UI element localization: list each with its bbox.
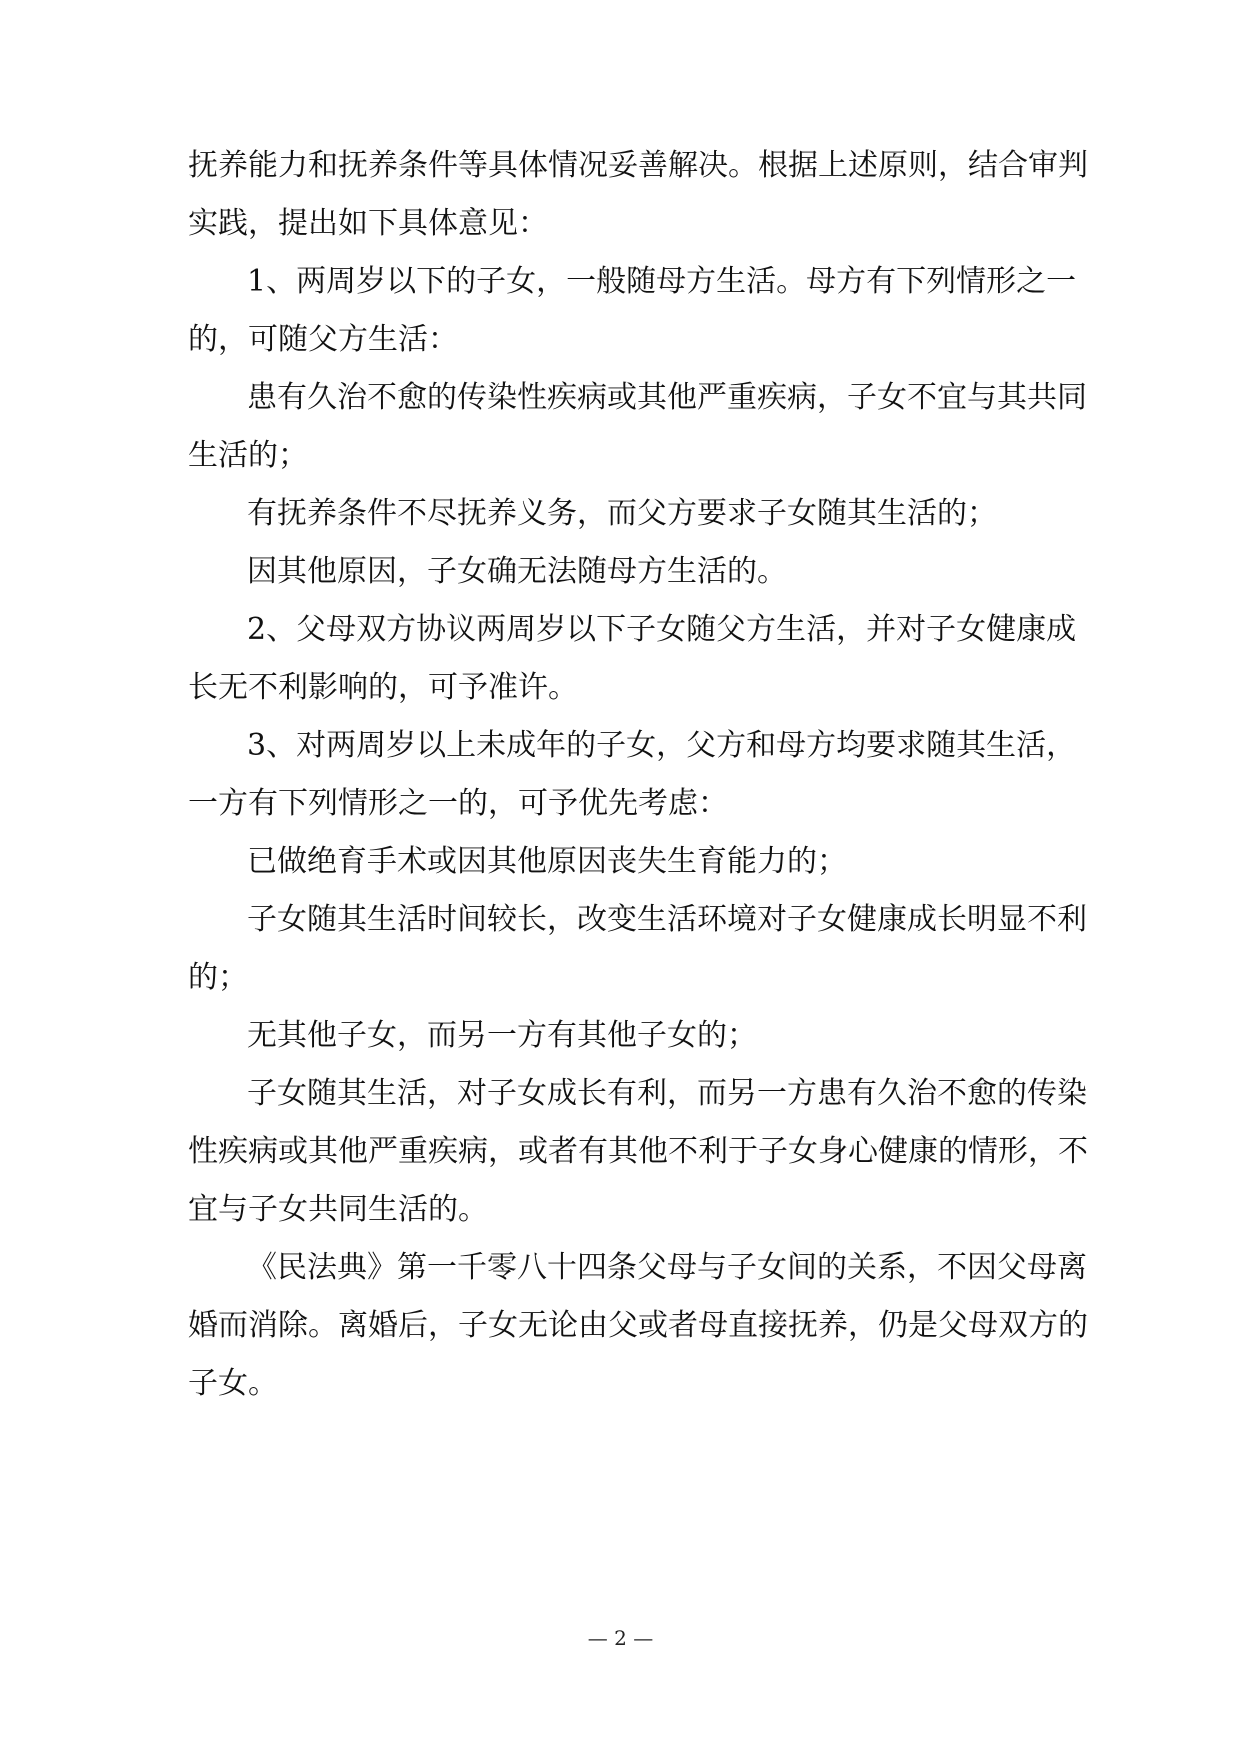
- paragraph-line: 一方有下列情形之一的，可予优先考虑：: [188, 786, 728, 821]
- paragraph-line: 患有久治不愈的传染性疾病或其他严重疾病，子女不宜与其共同: [247, 380, 1087, 415]
- paragraph-line: 长无不利影响的，可予准许。: [188, 670, 578, 705]
- paragraph-line: 子女随其生活时间较长，改变生活环境对子女健康成长明显不利: [247, 902, 1087, 937]
- paragraph-line: 2、父母双方协议两周岁以下子女随父方生活，并对子女健康成: [247, 612, 1077, 647]
- paragraph-line: 有抚养条件不尽抚养义务，而父方要求子女随其生活的；: [247, 496, 997, 531]
- paragraph-line: 性疾病或其他严重疾病，或者有其他不利于子女身心健康的情形，不: [188, 1134, 1088, 1169]
- paragraph-line: 3、对两周岁以上未成年的子女，父方和母方均要求随其生活，: [247, 728, 1077, 763]
- paragraph-line: 的，可随父方生活：: [188, 322, 458, 357]
- paragraph-line: 子女。: [188, 1366, 278, 1401]
- paragraph-line: 宜与子女共同生活的。: [188, 1192, 488, 1227]
- paragraph-line: 1、两周岁以下的子女，一般随母方生活。母方有下列情形之一: [247, 264, 1077, 299]
- paragraph-line: 无其他子女，而另一方有其他子女的；: [247, 1018, 757, 1053]
- paragraph-line: 实践，提出如下具体意见：: [188, 206, 548, 241]
- paragraph-line: 子女随其生活，对子女成长有利，而另一方患有久治不愈的传染: [247, 1076, 1087, 1111]
- paragraph-line: 《民法典》第一千零八十四条父母与子女间的关系，不因父母离: [247, 1250, 1087, 1285]
- paragraph-line: 抚养能力和抚养条件等具体情况妥善解决。根据上述原则，结合审判: [188, 148, 1088, 183]
- paragraph-line: 因其他原因，子女确无法随母方生活的。: [247, 554, 787, 589]
- page-number: — 2 —: [587, 1626, 654, 1650]
- paragraph-line: 生活的；: [188, 438, 308, 473]
- paragraph-line: 婚而消除。离婚后，子女无论由父或者母直接抚养，仍是父母双方的: [188, 1308, 1088, 1343]
- paragraph-line: 已做绝育手术或因其他原因丧失生育能力的；: [247, 844, 847, 879]
- paragraph-line: 的；: [188, 960, 248, 995]
